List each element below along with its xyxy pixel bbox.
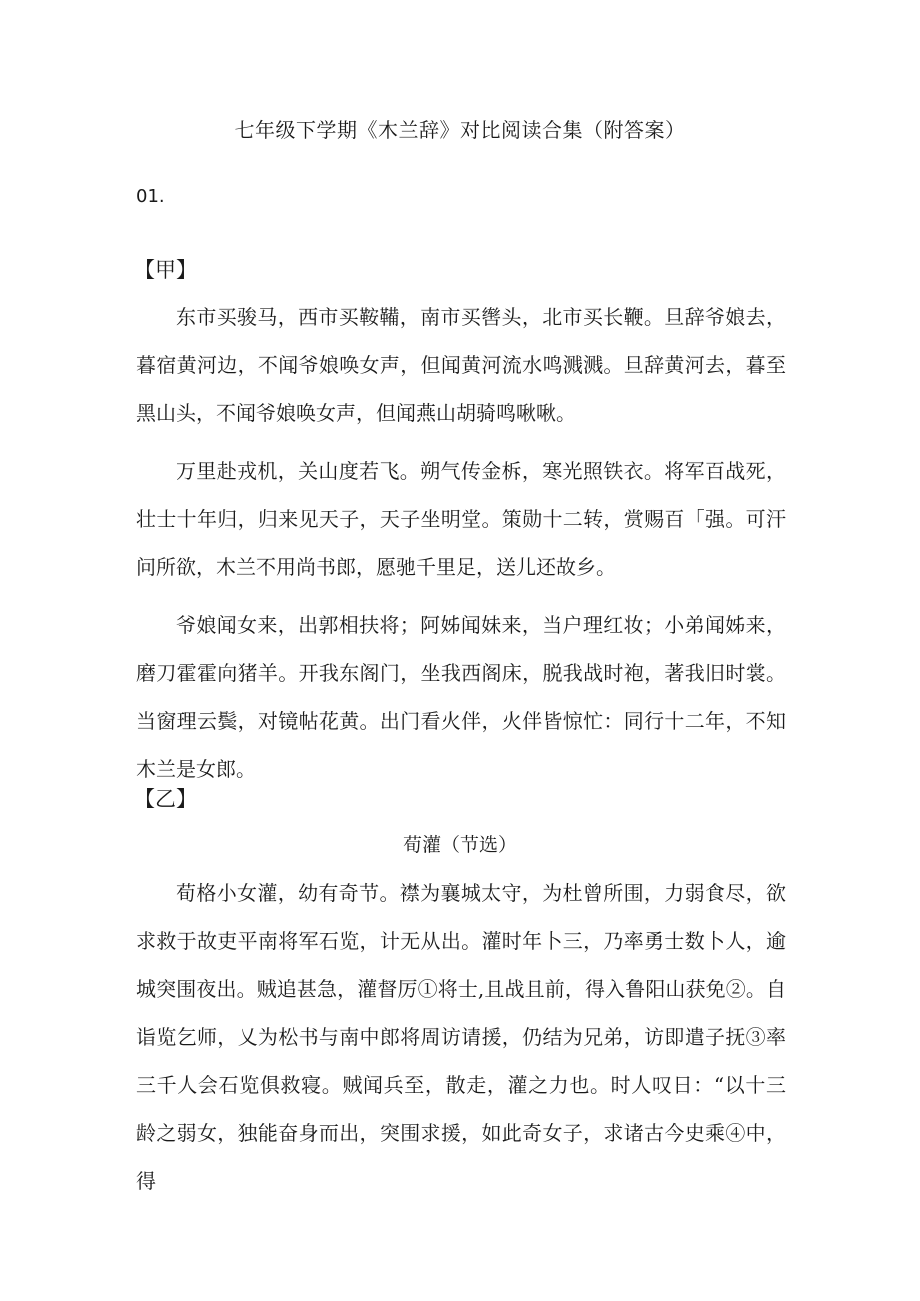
question-number: 01. (136, 186, 165, 207)
section-a-paragraph-3: 爷娘闻女来，出郭相扶将；阿姊闻妹来，当户理红妆；小弟闻姊来，磨刀霍霍向猪羊。开我东阁门，坐我西阁床，脱我战时袍，著我旧时裳。当窗理云鬓，对镜帖花黄。出门看火伴，火伴皆惊忙：同行十二年，不知木兰是女郎。 (136, 613, 786, 781)
section-b-marker: 【乙】 (134, 787, 197, 811)
section-a-marker: 【甲】 (134, 258, 197, 282)
section-a-paragraph-2: 万里赴戎机，关山度若飞。朔气传金柝，寒光照铁衣。将军百战死，壮士十年归，归来见天子，天子坐明堂。策勋十二转，赏赐百「强。可汗问所欲，木兰不用尚书郎，愿驰千里足，送儿还故乡。 (136, 459, 786, 579)
section-b-passage (136, 869, 786, 1205)
section-a-passage (136, 293, 786, 793)
section-a-paragraph-1: 东市买骏马，西市买鞍鞴，南市买辔头，北市买长鞭。旦辞爷娘去，暮宿黄河边，不闻爷娘唤女声，但闻黄河流水鸣溅溅。旦辞黄河去，暮至黑山头，不闻爷娘唤女声，但闻燕山胡骑鸣啾啾。 (136, 305, 786, 425)
section-b-paragraph-1: 荀格小女灌，幼有奇节。襟为襄城太守，为杜曾所围，力弱食尽，欲求救于故吏平南将军石览，计无从出。灌时年卜三，乃率勇士数卜人，逾城突围夜出。贼追甚急，灌督厉①将士,且战且前，得入鲁阳山获免②。自诣览乞师，乂为松书与南中郎将周访请援，仍结为兄弟，访即遣子抚③率三千人会石览俱救寝。贼闻兵至，散走，灌之力也。时人叹日：“以十三龄之弱女，独能奋身而出，突围求援，如此奇女子，求诸古今史乘④中，得 (136, 881, 786, 1193)
passage-b-subtitle: 荀灌（节选） (402, 834, 517, 856)
document-title: 七年级下学期《木兰辞》对比阅读合集（附答案） (234, 118, 686, 142)
